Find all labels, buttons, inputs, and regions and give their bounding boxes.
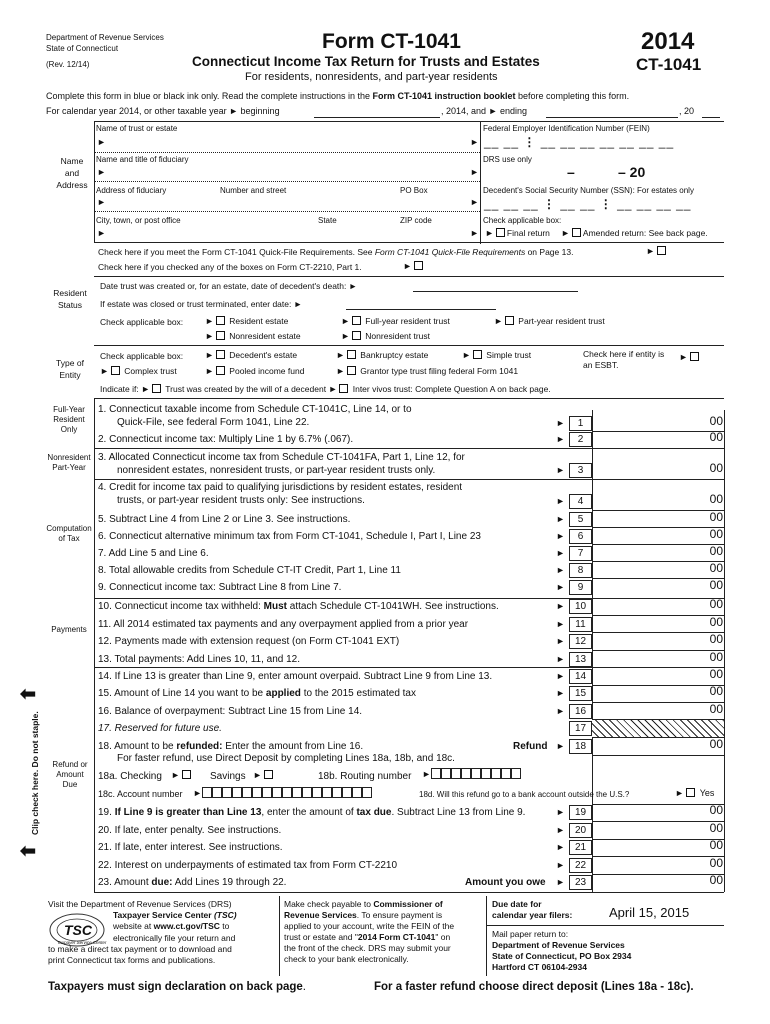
grantor-trust-option[interactable]: ► Grantor type trust filing federal Form 1041 bbox=[336, 366, 519, 376]
pay-line-1: Make check payable to Commissioner of bbox=[284, 899, 443, 909]
beginning-date-field[interactable] bbox=[314, 117, 440, 118]
quickfile-checkbox[interactable] bbox=[657, 246, 666, 255]
line-21-text: 21. If late, enter interest. See instructions. bbox=[98, 842, 283, 853]
clip-check-note: Clip check here. Do not staple. bbox=[30, 711, 40, 835]
tax-year: 2014 bbox=[641, 28, 695, 55]
pay-line-5: the front of the check. DRS may submit your bbox=[284, 943, 451, 953]
due-date-label-2: calendar year filers: bbox=[492, 910, 573, 920]
city-arrow: ► bbox=[97, 228, 106, 238]
line-1-text-2: Quick-File, see federal Form 1041, Line 22. bbox=[117, 417, 310, 428]
amended-return-checkbox[interactable] bbox=[572, 228, 581, 237]
line-10-cents: 00 bbox=[709, 597, 723, 611]
line-12-arrow: ► bbox=[556, 636, 565, 646]
fiduciary-input[interactable] bbox=[110, 165, 466, 179]
line-1-number: 1 bbox=[569, 416, 592, 431]
line-11-arrow: ► bbox=[556, 619, 565, 629]
fiduciary-arrow-end: ► bbox=[470, 167, 479, 177]
fullyear-trust-option[interactable]: ► Full-year resident trust bbox=[341, 316, 450, 326]
line-17-hatched bbox=[592, 720, 724, 737]
line-13-number: 13 bbox=[569, 652, 592, 667]
drs-dash: – bbox=[567, 164, 575, 180]
line-15-text: 15. Amount of Line 14 you want to be applied to the 2015 estimated tax bbox=[98, 688, 416, 699]
mail-label: Mail paper return to: bbox=[492, 929, 569, 939]
indicate-line: Indicate if: ► Trust was created by the will of a decedent ► Inter vivos trust: Complete Question A on back page. bbox=[100, 384, 551, 394]
line-14-text: 14. If Line 13 is greater than Line 9, enter amount overpaid. Subtract Line 9 from Line 13. bbox=[98, 671, 493, 682]
po-box-label: PO Box bbox=[400, 186, 428, 195]
line-19-arrow: ► bbox=[556, 807, 565, 817]
address-arrow-end: ► bbox=[470, 197, 479, 207]
pooled-fund-option[interactable]: ► Pooled income fund bbox=[205, 366, 305, 376]
due-date: April 15, 2015 bbox=[609, 905, 690, 920]
line-9-number: 9 bbox=[569, 580, 592, 595]
outside-us-checkbox[interactable] bbox=[686, 788, 695, 797]
line-10-number: 10 bbox=[569, 599, 592, 614]
line-22-text: 22. Interest on underpayments of estimated tax from Form CT-2210 bbox=[98, 860, 398, 871]
clip-arrow-icon-2: ⬅ bbox=[20, 841, 36, 862]
pay-line-6: check to your bank electronically. bbox=[284, 954, 409, 964]
line-3-cents: 00 bbox=[709, 461, 723, 475]
ssn-input[interactable]: __ __ __ ⋮ __ __ ⋮ __ __ __ __ bbox=[484, 197, 692, 211]
partyear-trust-checkbox[interactable] bbox=[505, 316, 514, 325]
name-trust-label: Name of trust or estate bbox=[96, 124, 178, 133]
line-7-cents: 00 bbox=[709, 544, 723, 558]
line-5-arrow: ► bbox=[556, 514, 565, 524]
line-9-cents: 00 bbox=[709, 578, 723, 592]
line-15-arrow: ► bbox=[556, 688, 565, 698]
line-3-arrow: ► bbox=[556, 465, 565, 475]
line-19-text: 19. If Line 9 is greater than Line 13, enter the amount of tax due. Subtract Line 13 from Line 9. bbox=[98, 807, 526, 818]
routing-number-input[interactable]: ► bbox=[422, 768, 521, 780]
city-arrow-end: ► bbox=[470, 228, 479, 238]
pooled-fund-checkbox[interactable] bbox=[216, 366, 225, 375]
esbt-option[interactable]: ► bbox=[679, 352, 701, 362]
line-4-text: 4. Credit for income tax paid to qualifying jurisdictions by resident estates, resident bbox=[98, 482, 463, 493]
resident-estate-checkbox[interactable] bbox=[216, 316, 225, 325]
pay-line-4: trust or estate and "2014 Form CT-1041" on bbox=[284, 932, 451, 942]
line-8-number: 8 bbox=[569, 563, 592, 578]
line-20-number: 20 bbox=[569, 823, 592, 838]
line-23-cents: 00 bbox=[709, 873, 723, 887]
savings-label: Savings bbox=[210, 771, 246, 782]
grantor-trust-checkbox[interactable] bbox=[347, 366, 356, 375]
line-11-text: 11. All 2014 estimated tax payments and any overpayment applied from a prior year bbox=[98, 619, 469, 630]
ending-year-field[interactable] bbox=[702, 117, 720, 118]
efile-line: electronically file your return and bbox=[113, 933, 236, 943]
mail-address-1: Department of Revenue Services bbox=[492, 940, 625, 950]
line-20-cents: 00 bbox=[709, 821, 723, 835]
decedent-estate-checkbox[interactable] bbox=[216, 350, 225, 359]
line-23-arrow: ► bbox=[556, 877, 565, 887]
line-13-arrow: ► bbox=[556, 654, 565, 664]
line-12-text: 12. Payments made with extension request (on Form CT-1041 EXT) bbox=[98, 636, 400, 647]
line-7-arrow: ► bbox=[556, 548, 565, 558]
mail-address-2: State of Connecticut, PO Box 2934 bbox=[492, 951, 632, 961]
complex-trust-checkbox[interactable] bbox=[111, 366, 120, 375]
line-3-text-2: nonresident estates, nonresident trusts, or part-year resident trusts only. bbox=[117, 465, 436, 476]
line-2-arrow: ► bbox=[556, 434, 565, 444]
line-15-cents: 00 bbox=[709, 684, 723, 698]
website-line: website at www.ct.gov/TSC to bbox=[113, 921, 230, 931]
fein-label: Federal Employer Identification Number (FEIN) bbox=[483, 124, 650, 133]
line-8-cents: 00 bbox=[709, 561, 723, 575]
line-6-number: 6 bbox=[569, 529, 592, 544]
line-13-cents: 00 bbox=[709, 650, 723, 664]
address-label: Address of fiduciary bbox=[96, 186, 167, 195]
nonresident-section-label: Nonresident Part-Year bbox=[47, 453, 91, 472]
number-street-label: Number and street bbox=[220, 186, 287, 195]
simple-trust-option[interactable]: ► Simple trust bbox=[462, 350, 532, 360]
line-4-cents: 00 bbox=[709, 492, 723, 506]
revision: (Rev. 12/14) bbox=[46, 60, 90, 69]
savings-checkbox[interactable] bbox=[264, 770, 273, 779]
line-5-number: 5 bbox=[569, 512, 592, 527]
line-16-cents: 00 bbox=[709, 702, 723, 716]
line-18-number: 18 bbox=[569, 739, 592, 754]
line-3-text: 3. Allocated Connecticut income tax from Schedule CT-1041FA, Part 1, Line 12, for bbox=[98, 452, 465, 463]
direct-deposit-note: For a faster refund choose direct deposit (Lines 18a - 18c). bbox=[374, 981, 694, 993]
resident-check-label: Check applicable box: bbox=[100, 317, 184, 327]
fiduciary-label: Name and title of fiduciary bbox=[96, 155, 189, 164]
line-5-cents: 00 bbox=[709, 510, 723, 524]
trust-created-label: Date trust was created or, for an estate, date of decedent's death: ► bbox=[100, 281, 358, 291]
tsc-website-link[interactable]: www.ct.gov/TSC bbox=[153, 921, 220, 931]
line-10-text: 10. Connecticut income tax withheld: Must attach Schedule CT-1041WH. See instructions. bbox=[98, 601, 499, 612]
line-18-text-2: For faster refund, use Direct Deposit by completing Lines 18a, 18b, and 18c. bbox=[117, 753, 455, 764]
line-14-cents: 00 bbox=[709, 667, 723, 681]
final-return-checkbox[interactable] bbox=[496, 228, 505, 237]
trust-created-field[interactable] bbox=[413, 291, 578, 292]
line-8-arrow: ► bbox=[556, 565, 565, 575]
line-18d-label: 18d. Will this refund go to a bank account outside the U.S.? bbox=[419, 790, 630, 799]
nonresident-estate-option[interactable]: ► Nonresident estate bbox=[205, 331, 301, 341]
form-title: Form CT-1041 bbox=[322, 30, 461, 53]
simple-trust-checkbox[interactable] bbox=[473, 350, 482, 359]
print-line: print Connecticut tax forms and publications. bbox=[48, 955, 216, 965]
bankruptcy-option[interactable]: ► Bankruptcy estate bbox=[336, 350, 429, 360]
name-trust-arrow: ► bbox=[97, 137, 106, 147]
name-address-side-label: Name and Address bbox=[56, 156, 88, 190]
drs-use-label: DRS use only bbox=[483, 155, 532, 164]
check-box-label: Check applicable box: bbox=[483, 216, 562, 225]
state-name: State of Connecticut bbox=[46, 44, 119, 53]
city-label: City, town, or post office bbox=[96, 216, 181, 225]
form-subtitle-2: For residents, nonresidents, and part-year residents bbox=[245, 71, 498, 83]
final-return-option[interactable]: ► Final return bbox=[485, 228, 550, 238]
line-21-cents: 00 bbox=[709, 838, 723, 852]
cal-end: , 20 bbox=[679, 106, 695, 116]
dept-name: Department of Revenue Services bbox=[46, 33, 164, 42]
ending-date-field[interactable] bbox=[546, 117, 678, 118]
direct-line: to make a direct tax payment or to download and bbox=[48, 944, 232, 954]
cal-mid: , 2014, and ► ending bbox=[441, 106, 527, 116]
line-6-text: 6. Connecticut alternative minimum tax from Form CT-1041, Schedule I, Part I, Line 23 bbox=[98, 531, 481, 542]
due-date-label-1: Due date for bbox=[492, 899, 542, 909]
tsc-line: Taxpayer Service Center (TSC) bbox=[113, 910, 237, 920]
line-18a-label: 18a. Checking bbox=[98, 771, 162, 782]
line-19-cents: 00 bbox=[709, 803, 723, 817]
address-arrow: ► bbox=[97, 197, 106, 207]
line-1-text: 1. Connecticut taxable income from Schedule CT-1041C, Line 14, or to bbox=[98, 404, 412, 415]
line-16-number: 16 bbox=[569, 704, 592, 719]
quickfile-option[interactable]: ► bbox=[646, 246, 668, 256]
calendar-year-line: For calendar year 2014, or other taxable year ► beginning bbox=[46, 106, 280, 116]
line-7-number: 7 bbox=[569, 546, 592, 561]
nonresident-trust-checkbox[interactable] bbox=[352, 331, 361, 340]
entity-label: Type of Entity bbox=[56, 358, 84, 380]
state-label: State bbox=[318, 216, 337, 225]
line-18-cents: 00 bbox=[709, 737, 723, 751]
line-8-text: 8. Total allowable credits from Schedule CT-IT Credit, Part 1, Line 11 bbox=[98, 565, 401, 576]
line-17-text: 17. Reserved for future use. bbox=[98, 723, 222, 734]
fullyear-trust-checkbox[interactable] bbox=[352, 316, 361, 325]
line-2-text: 2. Connecticut income tax: Multiply Line 1 by 6.7% (.067). bbox=[98, 434, 354, 445]
intervivos-checkbox[interactable] bbox=[339, 384, 348, 393]
line-9-text: 9. Connecticut income tax: Subtract Line 8 from Line 7. bbox=[98, 582, 342, 593]
pay-line-2: Revenue Services. To ensure payment is bbox=[284, 910, 443, 920]
visit-drs: Visit the Department of Revenue Services (DRS) bbox=[48, 899, 232, 909]
drs-20: – 20 bbox=[618, 164, 646, 180]
refund-section-label: Refund or Amount Due bbox=[52, 760, 88, 789]
nonresident-estate-checkbox[interactable] bbox=[216, 331, 225, 340]
line-7-text: 7. Add Line 5 and Line 6. bbox=[98, 548, 209, 559]
line-2-cents: 00 bbox=[709, 430, 723, 444]
line-10-arrow: ► bbox=[556, 601, 565, 611]
ct2210-line: Check here if you checked any of the boxes on Form CT-2210, Part 1. bbox=[98, 262, 362, 272]
line-1-arrow: ► bbox=[556, 418, 565, 428]
line-6-arrow: ► bbox=[556, 531, 565, 541]
sign-note: Taxpayers must sign declaration on back page. bbox=[48, 981, 306, 993]
fullyear-section-label: Full-Year Resident Only bbox=[53, 405, 85, 434]
line-22-number: 22 bbox=[569, 858, 592, 873]
line-11-cents: 00 bbox=[709, 615, 723, 629]
complex-trust-option[interactable]: ► Complex trust bbox=[100, 366, 177, 376]
line-16-arrow: ► bbox=[556, 706, 565, 716]
line-13-text: 13. Total payments: Add Lines 10, 11, and 12. bbox=[98, 654, 300, 665]
line-3-number: 3 bbox=[569, 463, 592, 478]
checking-checkbox[interactable] bbox=[182, 770, 191, 779]
line-4-number: 4 bbox=[569, 494, 592, 509]
line-12-number: 12 bbox=[569, 634, 592, 649]
tsc-logo-text: TSC bbox=[64, 922, 92, 938]
tsc-logo-ring-text: Taxpayer Service Center bbox=[57, 940, 107, 945]
line-4-arrow: ► bbox=[556, 496, 565, 506]
line-23-number: 23 bbox=[569, 875, 592, 890]
ct2210-option[interactable]: ► bbox=[403, 261, 425, 271]
line-20-text: 20. If late, enter penalty. See instructions. bbox=[98, 825, 282, 836]
checking-option[interactable]: ► bbox=[171, 770, 193, 781]
line-17-number: 17 bbox=[569, 721, 592, 736]
line-21-number: 21 bbox=[569, 840, 592, 855]
line-4-text-2: trusts, or part-year resident trusts only: See instructions. bbox=[117, 495, 365, 506]
form-code: CT-1041 bbox=[636, 55, 702, 74]
line-18-text: 18. Amount to be refunded: Enter the amount from Line 16. bbox=[98, 741, 364, 752]
line-15-number: 15 bbox=[569, 686, 592, 701]
line-16-text: 16. Balance of overpayment: Subtract Line 15 from Line 14. bbox=[98, 706, 363, 717]
computation-section-label: Computation of Tax bbox=[46, 524, 92, 543]
pay-line-3: applied to your account, write the FEIN of the bbox=[284, 921, 455, 931]
line-5-text: 5. Subtract Line 4 from Line 2 or Line 3. See instructions. bbox=[98, 514, 351, 525]
estate-closed-field[interactable] bbox=[346, 309, 496, 310]
clip-arrow-icon: ⬅ bbox=[20, 684, 36, 705]
savings-option[interactable]: ► bbox=[253, 770, 275, 781]
zip-label: ZIP code bbox=[400, 216, 432, 225]
decedent-estate-option[interactable]: ► Decedent's estate bbox=[205, 350, 298, 360]
will-trust-checkbox[interactable] bbox=[152, 384, 161, 393]
city-input[interactable] bbox=[110, 226, 466, 240]
amount-owe-label: Amount you owe bbox=[465, 877, 546, 888]
name-trust-input[interactable] bbox=[110, 135, 466, 149]
ct2210-checkbox[interactable] bbox=[414, 261, 423, 270]
tsc-logo bbox=[48, 912, 106, 948]
outside-us-option[interactable]: ► Yes bbox=[675, 788, 715, 798]
address-input[interactable] bbox=[110, 195, 466, 209]
entity-check-label: Check applicable box: bbox=[100, 351, 184, 361]
line-14-arrow: ► bbox=[556, 671, 565, 681]
payments-section-label: Payments bbox=[51, 625, 87, 634]
line-18b-label: 18b. Routing number bbox=[318, 771, 412, 782]
mail-address-3: Hartford CT 06104-2934 bbox=[492, 962, 587, 972]
esbt-checkbox[interactable] bbox=[690, 352, 699, 361]
line-23-text: 23. Amount due: Add Lines 19 through 22. bbox=[98, 877, 287, 888]
name-trust-arrow-end: ► bbox=[470, 137, 479, 147]
bankruptcy-checkbox[interactable] bbox=[347, 350, 356, 359]
line-22-cents: 00 bbox=[709, 856, 723, 870]
fiduciary-arrow: ► bbox=[97, 167, 106, 177]
estate-closed-label: If estate was closed or trust terminated, enter date: ► bbox=[100, 299, 303, 309]
line-18-arrow: ► bbox=[556, 741, 565, 751]
line-1-cents: 00 bbox=[709, 414, 723, 428]
resident-status-label: Resident Status bbox=[53, 288, 87, 310]
refund-label: Refund bbox=[513, 741, 548, 752]
ssn-label: Decedent's Social Security Number (SSN): For estates only bbox=[483, 186, 694, 195]
resident-estate-option[interactable]: ► Resident estate bbox=[205, 316, 289, 326]
complete-instructions: Complete this form in blue or black ink only. Read the complete instructions in the Form CT-1041 instruction booklet before completing this form. bbox=[46, 91, 630, 101]
line-22-arrow: ► bbox=[556, 860, 565, 870]
line-18c-label: 18c. Account number bbox=[98, 789, 183, 799]
partyear-trust-option[interactable]: ► Part-year resident trust bbox=[494, 316, 605, 326]
form-subtitle: Connecticut Income Tax Return for Trusts and Estates bbox=[192, 54, 540, 69]
esbt-label: Check here if entity is an ESBT. bbox=[583, 349, 665, 370]
line-9-arrow: ► bbox=[556, 582, 565, 592]
line-14-number: 14 bbox=[569, 669, 592, 684]
line-2-number: 2 bbox=[569, 432, 592, 447]
nonresident-trust-option[interactable]: ► Nonresident trust bbox=[341, 331, 431, 341]
line-6-cents: 00 bbox=[709, 527, 723, 541]
line-11-number: 11 bbox=[569, 617, 592, 632]
line-12-cents: 00 bbox=[709, 632, 723, 646]
line-19-number: 19 bbox=[569, 805, 592, 820]
line-21-arrow: ► bbox=[556, 842, 565, 852]
quickfile-line: Check here if you meet the Form CT-1041 Quick-File Requirements. See Form CT-1041 Quick-File Requirements on Page 13. bbox=[98, 247, 574, 257]
line-20-arrow: ► bbox=[556, 825, 565, 835]
fein-input[interactable]: __ __ ⋮ __ __ __ __ __ __ __ bbox=[484, 135, 675, 149]
account-number-input[interactable]: ► bbox=[193, 787, 372, 799]
amended-return-option[interactable]: ► Amended return: See back page. bbox=[561, 228, 708, 238]
